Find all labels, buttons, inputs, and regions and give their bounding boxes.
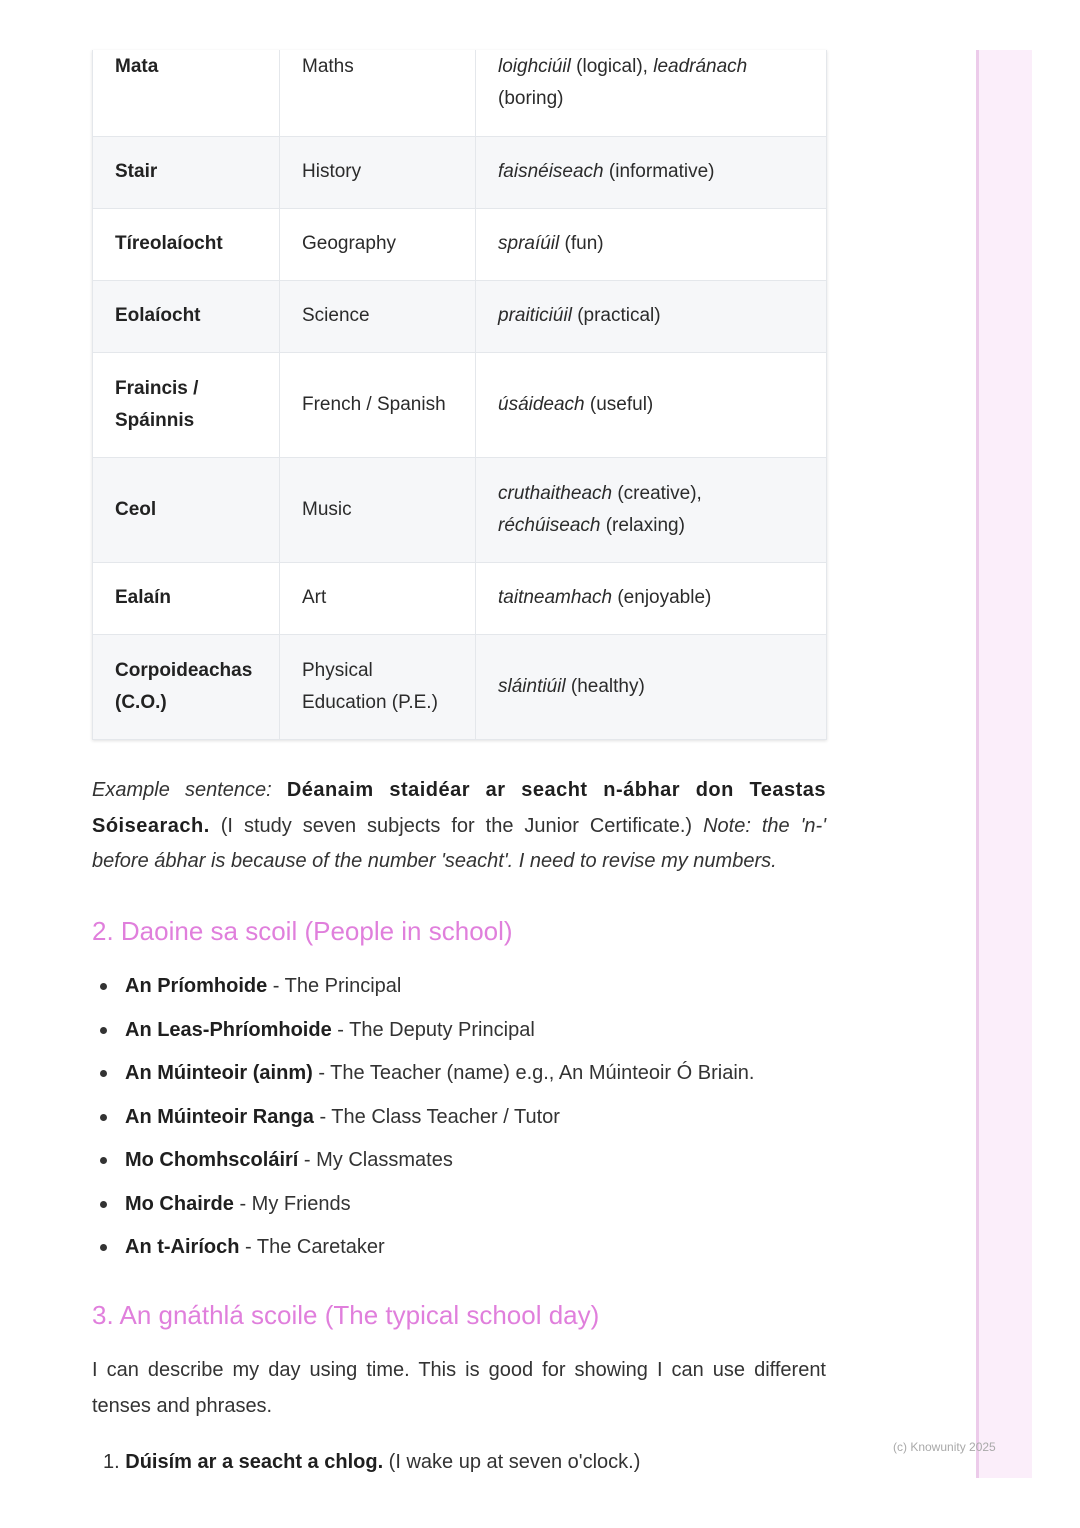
adjective-cell xyxy=(476,50,827,136)
adjective-word: taitneamhach xyxy=(498,587,613,608)
list-item xyxy=(103,1445,640,1479)
example-note: Note: the 'n-' before ábhar is because of the number 'seacht'. I need to revise my numbers. xyxy=(92,814,827,872)
side-accent-bar xyxy=(976,50,1032,1478)
adjective-cell xyxy=(476,208,827,280)
term: An Múinteoir (ainm) xyxy=(125,1062,313,1084)
table-row xyxy=(93,50,827,136)
list-item xyxy=(100,1055,754,1099)
english-subject: Science xyxy=(280,280,476,352)
irish-subject: Mata xyxy=(93,50,280,136)
list-item xyxy=(100,1012,754,1056)
list-item xyxy=(100,1229,754,1273)
adjective-cell xyxy=(476,457,827,562)
school-day-intro: I can describe my day using time. This is good for showing I can use different tenses and phrases. xyxy=(92,1359,826,1417)
example-label: Example sentence: xyxy=(92,779,272,801)
english-subject: History xyxy=(280,136,476,208)
list-item xyxy=(100,1099,754,1143)
table-row xyxy=(93,136,827,208)
adjective-meaning: (useful) xyxy=(584,393,654,415)
adjective-word: leadránach xyxy=(653,56,748,77)
section-heading-people: 2. Daoine sa scoil (People in school) xyxy=(92,916,513,946)
example-translation: (I study seven subjects for the Junior Certificate.) xyxy=(220,814,693,837)
adjective-cell xyxy=(476,136,827,208)
term: An Príomhoide xyxy=(125,975,268,997)
adjective-cell xyxy=(476,280,827,352)
school-day-steps xyxy=(103,1445,640,1479)
irish-subject: Tíreolaíocht xyxy=(93,208,280,280)
adjective-word: úsáideach xyxy=(498,393,585,415)
section-heading-school-day: 3. An gnáthlá scoile (The typical school day) xyxy=(92,1300,600,1330)
adjective-word: loighciúil xyxy=(498,56,571,77)
table-row xyxy=(93,634,827,739)
example-sentence xyxy=(92,773,826,880)
english-subject: French / Spanish xyxy=(280,352,476,457)
adjective-meaning: (logical), xyxy=(570,56,654,77)
adjective-cell xyxy=(476,562,827,634)
adjective-word: praiticiúil xyxy=(498,305,572,326)
adjective-word: cruthaitheach xyxy=(498,482,613,504)
irish-subject: Stair xyxy=(93,136,280,208)
example-irish: Déanaim staidéar ar seacht n-ábhar don Teastas Sóisearach. xyxy=(92,779,826,837)
meaning: - The Class Teacher / Tutor xyxy=(313,1105,560,1128)
adjective-word: réchúiseach xyxy=(498,514,601,536)
adjective-word: sláintiúil xyxy=(498,675,566,697)
adjective-word: faisnéiseach xyxy=(498,161,604,182)
irish-subject: Eolaíocht xyxy=(93,280,280,352)
people-list xyxy=(100,968,754,1273)
step-irish: Dúisím ar a seacht a chlog. xyxy=(125,1451,384,1473)
adjective-meaning: (boring) xyxy=(498,88,564,109)
table-row xyxy=(93,280,827,352)
irish-subject: Ceol xyxy=(93,457,280,562)
table-row xyxy=(93,457,827,562)
english-subject: Physical Education (P.E.) xyxy=(280,634,476,739)
adjective-meaning: (healthy) xyxy=(565,675,645,697)
english-subject: Geography xyxy=(280,208,476,280)
list-item xyxy=(100,968,754,1012)
adjective-meaning: (informative) xyxy=(603,161,715,182)
table-row xyxy=(93,352,827,457)
adjective-cell xyxy=(476,634,827,739)
irish-subject: Ealaín xyxy=(93,562,280,634)
adjective-meaning: (relaxing) xyxy=(600,514,685,536)
term: An t-Airíoch xyxy=(125,1236,240,1258)
list-item xyxy=(100,1142,754,1186)
english-subject: Music xyxy=(280,457,476,562)
list-item xyxy=(100,1186,754,1230)
term: An Leas-Phríomhoide xyxy=(125,1018,332,1041)
meaning: - The Principal xyxy=(267,975,402,997)
meaning: - My Friends xyxy=(233,1192,351,1215)
adjective-word: spraíúil xyxy=(498,233,560,254)
subjects-table xyxy=(92,50,827,740)
meaning: - The Caretaker xyxy=(239,1236,385,1258)
meaning: - The Deputy Principal xyxy=(331,1018,535,1041)
irish-subject: Corpoideachas (C.O.) xyxy=(93,634,280,739)
step-number: 1. xyxy=(103,1451,120,1473)
adjective-meaning: (creative), xyxy=(612,482,702,504)
adjective-meaning: (practical) xyxy=(571,305,661,326)
table-row xyxy=(93,208,827,280)
irish-subject: Fraincis / Spáinnis xyxy=(93,352,280,457)
step-english: (I wake up at seven o'clock.) xyxy=(383,1451,641,1473)
adjective-meaning: (fun) xyxy=(559,233,604,254)
english-subject: Art xyxy=(280,562,476,634)
term: Mo Chomhscoláirí xyxy=(125,1149,299,1171)
table-row xyxy=(93,562,827,634)
watermark: (c) Knowunity 2025 xyxy=(893,1440,996,1454)
english-subject: Maths xyxy=(280,50,476,136)
adjective-meaning: (enjoyable) xyxy=(612,587,712,608)
term: An Múinteoir Ranga xyxy=(125,1105,314,1128)
term: Mo Chairde xyxy=(125,1192,234,1215)
adjective-cell xyxy=(476,352,827,457)
meaning: - My Classmates xyxy=(298,1149,453,1171)
meaning: - The Teacher (name) e.g., An Múinteoir Ó Briain. xyxy=(312,1062,755,1084)
